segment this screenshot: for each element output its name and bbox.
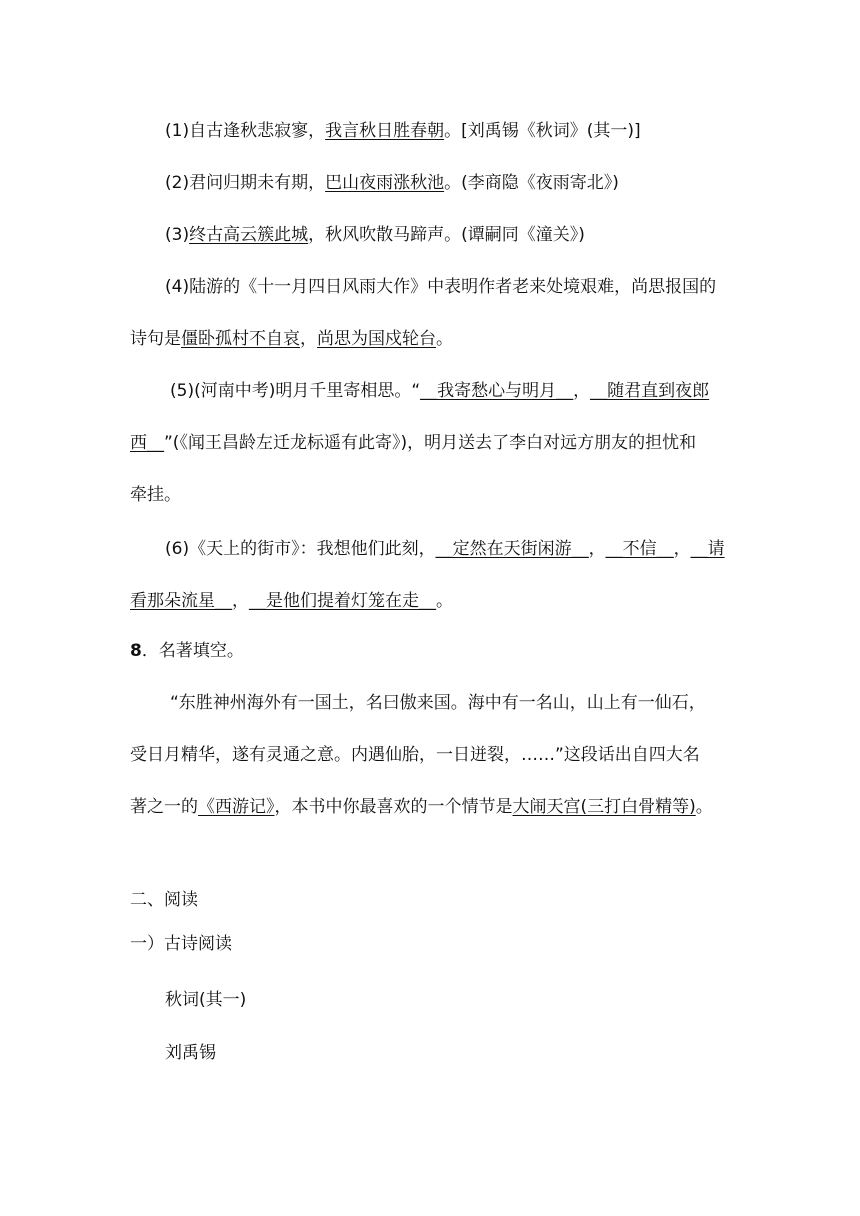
question-number: 8 (130, 641, 142, 661)
question-8-line2: 受日月精华，遂有灵通之意。内遇仙胎，一日迸裂，……”这段话出自四大名 (130, 745, 700, 765)
fill-item-2 (165, 170, 619, 196)
fill-item-5-line2 (130, 430, 696, 456)
fill-item-5-line1 (170, 378, 709, 404)
answer-blank: __随君直到夜郎 (590, 381, 710, 401)
subsection-heading: 一）古诗阅读 (130, 934, 232, 954)
item-text: 。 (695, 797, 713, 817)
answer-blank: 僵卧孤村不自哀 (181, 329, 300, 349)
answer-blank: __是他们提着灯笼在走__ (249, 591, 436, 611)
answer-blank: __不信__ (605, 539, 674, 559)
poem-author: 刘禹锡 (165, 1043, 216, 1063)
item-text: ”(《闻王昌龄左迁龙标遥有此寄》)，明月送去了李白对远方朋友的担忧和 (164, 433, 697, 453)
fill-item-5-line3: 牵挂。 (130, 485, 181, 505)
answer-blank: __我寄愁心与明月__ (420, 381, 574, 401)
item-text: 。 (436, 329, 453, 349)
item-text: 诗句是 (130, 329, 181, 349)
item-text: (3) (165, 225, 190, 245)
item-text: (2)君问归期未有期， (165, 173, 326, 193)
item-text: ，秋风吹散马蹄声。(谭嗣同《潼关》) (308, 225, 585, 245)
answer-blank: 终古高云簇此城 (189, 225, 309, 245)
answer-blank: 看那朵流星__ (130, 591, 232, 611)
question-8-heading (130, 638, 244, 664)
section-heading: 二、阅读 (130, 890, 198, 910)
answer-blank: 西__ (130, 433, 164, 453)
question-title: ．名著填空。 (141, 641, 244, 661)
answer-blank: 《西游记》 (198, 797, 275, 817)
item-text: ， (673, 539, 691, 559)
item-text: ， (573, 381, 591, 401)
item-text: 。(李商隐《夜雨寄北》) (444, 173, 619, 193)
answer-blank: 大闹天宫(三打白骨精等) (512, 797, 696, 817)
item-text: 著之一的 (130, 797, 198, 817)
item-text: 。[刘禹锡《秋词》(其一)] (444, 121, 641, 141)
item-text: (1)自古逢秋悲寂寥， (165, 121, 326, 141)
item-text: ， (232, 591, 249, 611)
fill-item-4-line2 (130, 326, 453, 352)
item-text: 。 (436, 591, 453, 611)
fill-item-6-line1 (165, 536, 725, 562)
question-8-line3 (130, 794, 713, 820)
fill-item-3 (165, 222, 585, 248)
item-text: (5)(河南中考)明月千里寄相思。“ (170, 381, 421, 401)
answer-blank: __定然在天街闲游__ (435, 539, 589, 559)
question-8-line1: “东胜神州海外有一国土，名曰傲来国。海中有一名山，山上有一仙石， (170, 693, 706, 713)
item-text: ， (588, 539, 606, 559)
answer-blank: 巴山夜雨涨秋池 (325, 173, 445, 193)
fill-item-6-line2 (130, 588, 453, 614)
fill-item-1 (165, 118, 641, 144)
item-text: (6)《天上的街市》：我想他们此刻， (165, 539, 436, 559)
item-text: ，本书中你最喜欢的一个情节是 (274, 797, 513, 817)
item-text: ， (300, 329, 317, 349)
answer-blank: 尚思为国戍轮台 (317, 329, 436, 349)
poem-title: 秋词(其一) (165, 990, 247, 1010)
fill-item-4-line1: (4)陆游的《十一月四日风雨大作》中表明作者老来处境艰难，尚思报国的 (165, 277, 717, 297)
answer-blank: __请 (690, 539, 725, 559)
answer-blank: 我言秋日胜春朝 (325, 121, 445, 141)
